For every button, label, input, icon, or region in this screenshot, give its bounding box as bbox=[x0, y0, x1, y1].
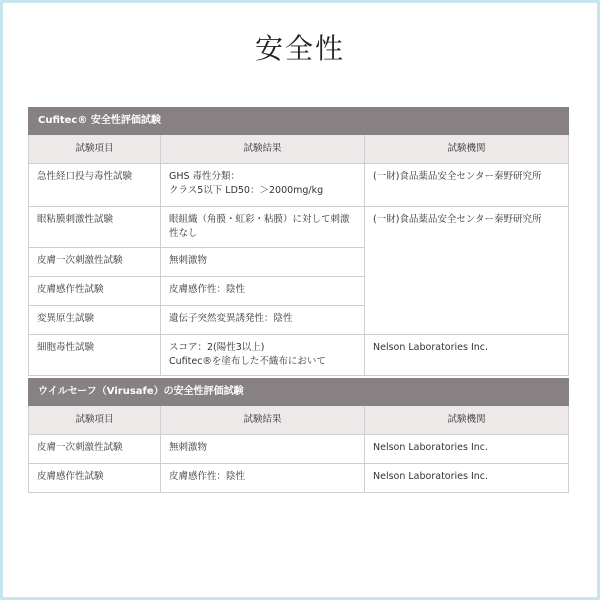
test-item: 皮膚一次刺激性試験 bbox=[29, 435, 161, 464]
test-org: Nelson Laboratories Inc. bbox=[365, 435, 569, 464]
test-org: Nelson Laboratories Inc. bbox=[365, 335, 569, 376]
test-result bbox=[161, 464, 365, 493]
virusafe-safety-table bbox=[28, 378, 569, 493]
test-item: 皮膚一次刺激性試験 bbox=[29, 248, 161, 277]
test-result-line: クラス5以下 LD50：＞2000mg/kg bbox=[169, 185, 324, 196]
test-result-line: 眼組織（角膜・虹彩・粘膜）に対して刺激性なし bbox=[169, 214, 350, 239]
test-result bbox=[161, 277, 365, 306]
page-title: 安全性 bbox=[254, 32, 345, 65]
table-row bbox=[29, 207, 569, 248]
test-result bbox=[161, 207, 365, 248]
cufitec-safety-table bbox=[28, 107, 569, 376]
section-title: ウイルセーフ（Virusafe）の安全性評価試験 bbox=[29, 379, 569, 406]
test-item: 皮膚感作性試験 bbox=[29, 464, 161, 493]
table-row bbox=[29, 335, 569, 376]
test-result-line: 無刺激物 bbox=[169, 255, 208, 266]
table-row bbox=[29, 435, 569, 464]
test-org: (一財)食品薬品安全センター秦野研究所 bbox=[365, 207, 569, 335]
test-result bbox=[161, 335, 365, 376]
table-row bbox=[29, 164, 569, 207]
test-item: 急性経口投与毒性試験 bbox=[29, 164, 161, 207]
test-result bbox=[161, 435, 365, 464]
test-result-line: 遺伝子突然変異誘発性：陰性 bbox=[169, 313, 293, 324]
test-org: Nelson Laboratories Inc. bbox=[365, 464, 569, 493]
column-header-result: 試験結果 bbox=[161, 135, 365, 164]
section-title: Cufitec® 安全性評価試験 bbox=[29, 108, 569, 135]
column-header-result: 試験結果 bbox=[161, 406, 365, 435]
test-result bbox=[161, 164, 365, 207]
test-item: 皮膚感作性試験 bbox=[29, 277, 161, 306]
column-header-org: 試験機関 bbox=[365, 406, 569, 435]
test-item: 眼粘膜刺激性試験 bbox=[29, 207, 161, 248]
test-result-line: Cufitec®を塗布した不織布において bbox=[169, 356, 326, 367]
test-result-line: GHS 毒性分類： bbox=[169, 171, 241, 182]
test-item: 細胞毒性試験 bbox=[29, 335, 161, 376]
table-row bbox=[29, 464, 569, 493]
test-result-line: 皮膚感作性：陰性 bbox=[169, 471, 246, 482]
test-result-line: 無刺激物 bbox=[169, 442, 208, 453]
test-result bbox=[161, 248, 365, 277]
test-item: 変異原生試験 bbox=[29, 306, 161, 335]
test-result-line: 皮膚感作性：陰性 bbox=[169, 284, 246, 295]
test-org: (一財)食品薬品安全センター秦野研究所 bbox=[365, 164, 569, 207]
column-header-item: 試験項目 bbox=[29, 135, 161, 164]
column-header-item: 試験項目 bbox=[29, 406, 161, 435]
column-header-org: 試験機関 bbox=[365, 135, 569, 164]
test-result-line: スコア：2(陽性3以上) bbox=[169, 342, 265, 353]
test-result bbox=[161, 306, 365, 335]
